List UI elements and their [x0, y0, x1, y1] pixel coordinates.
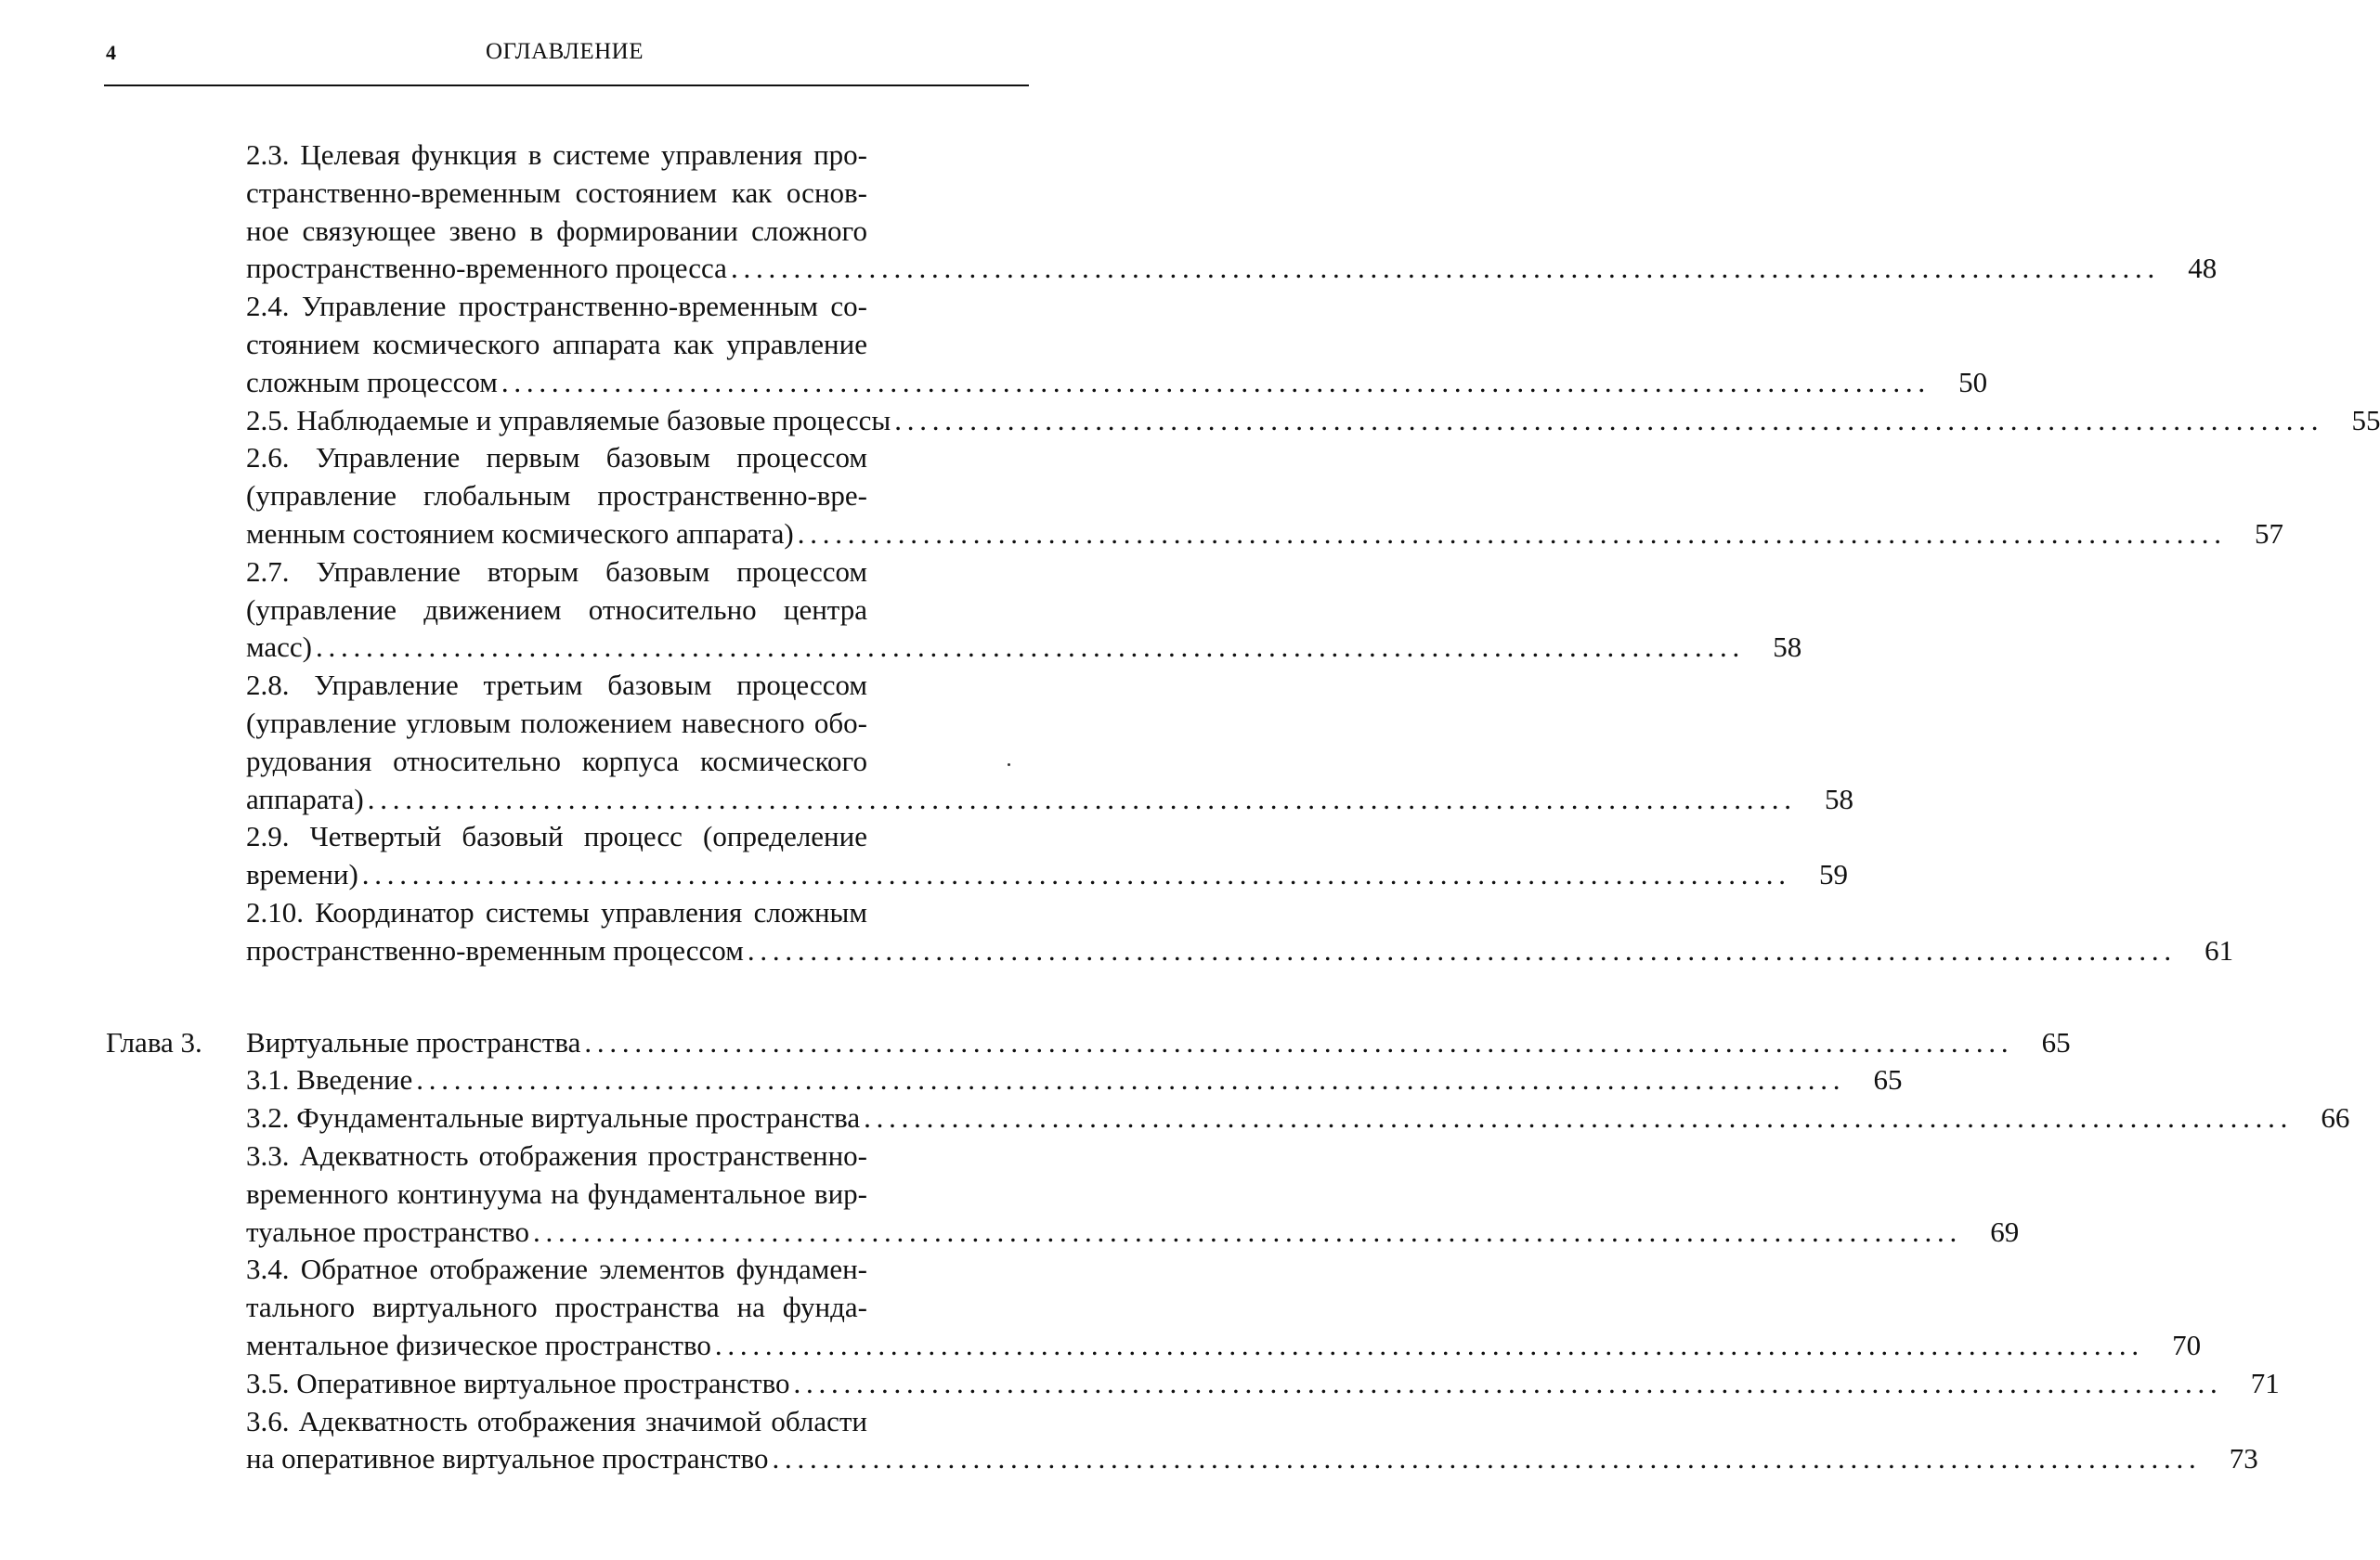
- dot-leader: [498, 364, 1924, 402]
- chapter-entries: [0, 1061, 2350, 1478]
- toc-page-number: 69: [1990, 1215, 2020, 1248]
- toc-entry-text: пространственно-временным процессом: [246, 933, 744, 967]
- toc-entry[interactable]: [0, 1365, 2280, 1403]
- toc-entry-text: 2.10. Координатор системы управления сложным: [246, 895, 867, 929]
- toc-page-number: 71: [2250, 1366, 2280, 1399]
- toc-page-number: 50: [1958, 365, 1988, 398]
- toc-entry-text: 3.1. Введение: [246, 1063, 413, 1097]
- toc-entry[interactable]: [0, 1403, 2258, 1479]
- dot-leader: [860, 1099, 2286, 1138]
- toc-page-number: 57: [2254, 516, 2283, 550]
- dot-leader: [412, 1061, 1839, 1099]
- dot-leader: [891, 402, 2317, 440]
- toc-entry[interactable]: [0, 1099, 2350, 1138]
- toc-entry-text: 3.5. Оперативное виртуальное пространство: [246, 1366, 790, 1399]
- toc-page-number: 58: [1825, 782, 1854, 815]
- toc-entry-text: 2.8. Управление третьим базовым процессом: [246, 669, 867, 702]
- toc-entry[interactable]: [0, 439, 2283, 552]
- toc-entry-text: времени): [246, 858, 358, 891]
- toc-entry[interactable]: [0, 894, 2234, 970]
- toc-entry[interactable]: [0, 667, 1854, 818]
- toc-entry-text: масс): [246, 630, 313, 664]
- toc-page-number: 61: [2204, 933, 2234, 967]
- toc-entry-text: 2.6. Управление первым базовым процессом: [246, 441, 867, 474]
- toc-entry[interactable]: [0, 1251, 2202, 1364]
- toc-entry-text: на оперативное виртуальное пространство: [246, 1442, 769, 1476]
- chapter-entry[interactable]: [0, 1024, 2071, 1062]
- toc-page-number: 73: [2229, 1442, 2258, 1476]
- toc-entry-text: странственно-временным состоянием как основ-: [246, 176, 867, 209]
- toc-entry-text: 3.3. Адекватность отображения пространственно-: [246, 1138, 867, 1172]
- toc-entry-text: 3.2. Фундаментальные виртуальные пространства: [246, 1101, 861, 1135]
- dot-leader: [364, 781, 1790, 819]
- toc-entry-text: менным состоянием космического аппарата): [246, 516, 794, 550]
- toc-entry-text: 2.3. Целевая функция в системе управления про-: [246, 138, 867, 171]
- chapter-label: Глава 3.: [106, 1025, 202, 1059]
- toc-entry[interactable]: [0, 288, 1988, 401]
- page-number: 4: [106, 41, 116, 64]
- toc-entry-text: (управление угловым положением навесного обо-: [246, 706, 867, 739]
- dot-leader: [529, 1214, 1956, 1252]
- chapter-page-number: 65: [2041, 1025, 2071, 1059]
- toc-page-number: 59: [1819, 858, 1849, 891]
- toc-entry-text: 2.9. Четвертый базовый процесс (определение: [246, 820, 867, 853]
- toc-entry-text: пространственно-временного процесса: [246, 252, 727, 285]
- toc-entry[interactable]: [0, 402, 2380, 440]
- toc-page-number: 55: [2351, 403, 2380, 436]
- table-of-contents: [0, 136, 2380, 1478]
- toc-entry-text: рудования относительно корпуса космического: [246, 744, 867, 777]
- header-rule: [104, 84, 1029, 86]
- toc-entry-text: стоянием космического аппарата как управление: [246, 327, 867, 360]
- toc-entry-text: ментальное физическое пространство: [246, 1328, 711, 1361]
- toc-entry-text: аппарата): [246, 782, 364, 815]
- dot-leader: [580, 1024, 2007, 1062]
- toc-entry-text: ное связующее звено в формировании сложного: [246, 214, 867, 247]
- toc-entry-text: (управление глобальным пространственно-вре-: [246, 479, 867, 513]
- toc-page-number: 65: [1873, 1063, 1903, 1097]
- toc-page-number: 48: [2188, 252, 2217, 285]
- dot-leader: [794, 515, 2220, 553]
- running-header: [104, 35, 1025, 76]
- section-entries: [0, 136, 2380, 970]
- toc-entry-text: (управление движением относительно центра: [246, 592, 867, 626]
- running-title: ОГЛАВЛЕНИЕ: [486, 39, 644, 64]
- toc-entry-text: сложным процессом: [246, 365, 498, 398]
- toc-page-number: 58: [1773, 630, 1802, 664]
- dot-leader: [312, 629, 1738, 667]
- toc-entry-text: 3.6. Адекватность отображения значимой области: [246, 1404, 867, 1437]
- toc-entry-text: 2.4. Управление пространственно-временным со-: [246, 290, 867, 323]
- dot-leader: [727, 250, 2153, 288]
- scan-speck: [1008, 763, 1010, 766]
- toc-entry[interactable]: [0, 1138, 2020, 1251]
- toc-entry-text: временного континуума на фундаментальное вир-: [246, 1176, 867, 1210]
- dot-leader: [744, 932, 2170, 970]
- chapter-gap: [0, 970, 1114, 1024]
- chapter-title: Виртуальные пространства: [246, 1025, 581, 1059]
- dot-leader: [358, 856, 1785, 894]
- toc-entry-text: туальное пространство: [246, 1215, 529, 1248]
- dot-leader: [790, 1365, 2217, 1403]
- toc-page-number: 70: [2172, 1328, 2202, 1361]
- dot-leader: [768, 1440, 2194, 1478]
- toc-entry-text: 3.4. Обратное отображение элементов фундамен-: [246, 1253, 867, 1286]
- toc-entry-text: тального виртуального пространства на фунда-: [246, 1291, 867, 1324]
- toc-entry[interactable]: [0, 136, 2217, 288]
- toc-entry[interactable]: [0, 818, 1849, 894]
- toc-entry[interactable]: [0, 1061, 1903, 1099]
- toc-page-number: 66: [2321, 1101, 2350, 1135]
- toc-entry-text: 2.7. Управление вторым базовым процессом: [246, 554, 867, 588]
- toc-entry[interactable]: [0, 553, 1802, 667]
- toc-entry-text: 2.5. Наблюдаемые и управляемые базовые процессы: [246, 403, 891, 436]
- dot-leader: [711, 1327, 2138, 1365]
